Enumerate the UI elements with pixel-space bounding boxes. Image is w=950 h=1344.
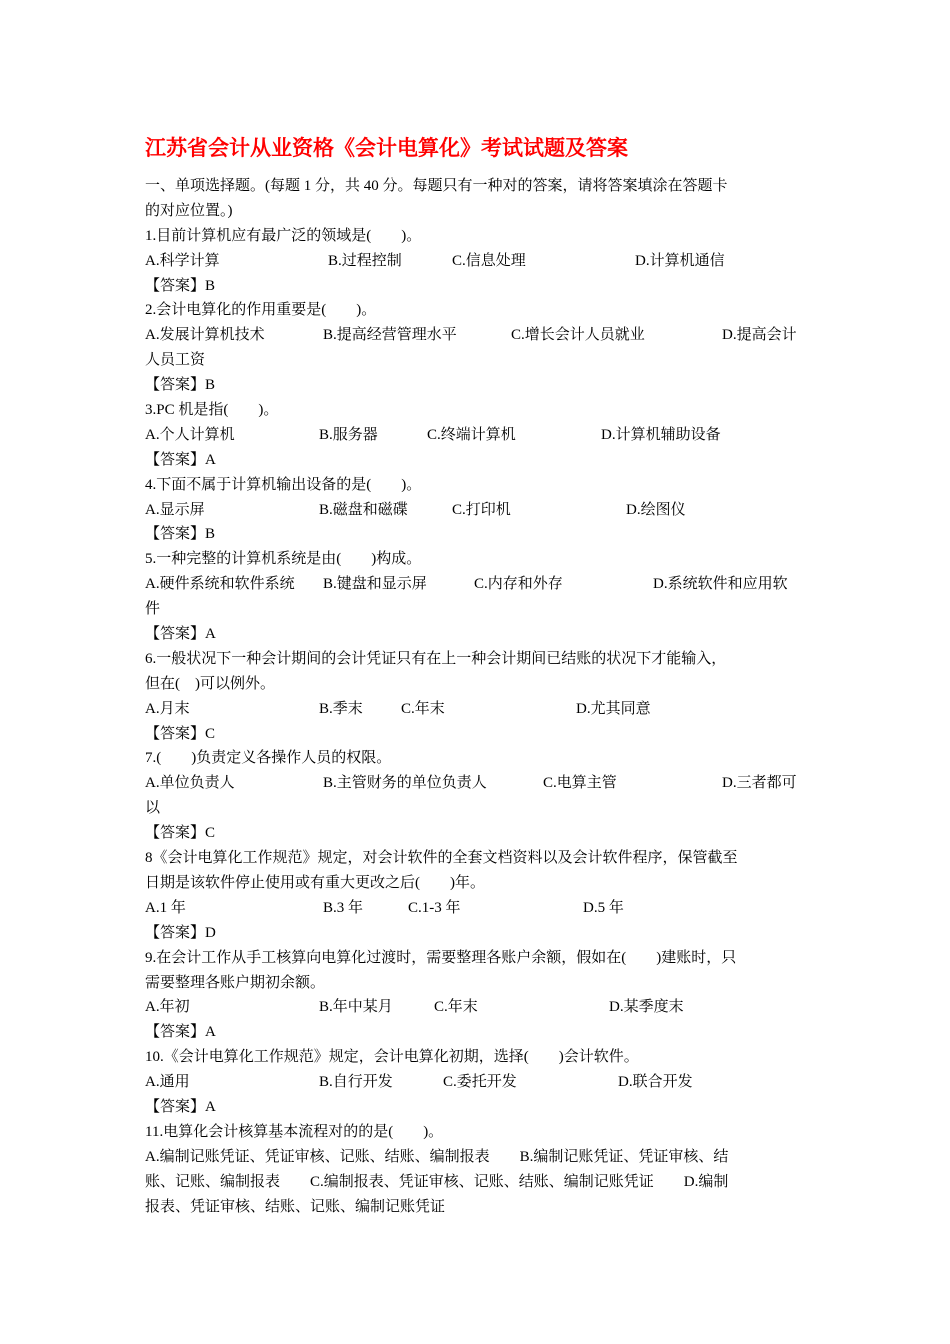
option-c: C.信息处理 [452, 252, 526, 269]
question-stem: 2.会计电算化的作用重要是( )。 [145, 302, 377, 319]
option-row [145, 771, 807, 796]
option-d: D.某季度末 [609, 999, 684, 1016]
option-b: B.自行开发 [319, 1074, 393, 1091]
option-continuation: 人员工资 [145, 352, 206, 369]
document-body [145, 174, 807, 1219]
option-row [145, 423, 807, 448]
question-stem: 11.电算化会计核算基本流程对的的是( )。 [145, 1123, 444, 1140]
option-d: D.系统软件和应用软 [653, 576, 788, 593]
option-wrapped-line: A.编制记账凭证、凭证审核、记账、结账、编制报表 B.编制记账凭证、凭证审核、结 [145, 1148, 729, 1165]
option-a: A.硬件系统和软件系统 [145, 576, 295, 593]
question-stem-continuation: 但在( )可以例外。 [145, 675, 275, 692]
answer-label: 【答案】C [145, 725, 216, 742]
option-c: C.电算主管 [543, 775, 617, 792]
question-stem-continuation: 需要整理各账户期初余额。 [145, 974, 326, 991]
answer-label: 【答案】B [145, 526, 216, 543]
answer-label: 【答案】C [145, 825, 216, 842]
question-stem: 4.下面不属于计算机输出设备的是( )。 [145, 476, 422, 493]
option-c: C.1-3 年 [408, 899, 461, 916]
section-intro-line: 一、单项选择题。(每题 1 分，共 40 分。每题只有一种对的答案，请将答案填涂在答题卡 [145, 178, 728, 194]
option-b: B.年中某月 [319, 999, 393, 1016]
option-d: D.计算机辅助设备 [601, 426, 721, 443]
option-d: D.三者都可 [722, 775, 797, 792]
option-b: B.磁盘和磁碟 [319, 501, 408, 518]
option-row [145, 249, 807, 274]
option-c: C.委托开发 [443, 1074, 517, 1091]
option-b: B.3 年 [323, 899, 364, 916]
answer-label: 【答案】B [145, 277, 216, 294]
option-c: C.终端计算机 [427, 426, 516, 443]
option-wrapped-line: 账、记账、编制报表 C.编制报表、凭证审核、记账、结账、编制记账凭证 D.编制 [145, 1173, 729, 1190]
answer-label: 【答案】A [145, 626, 216, 643]
option-c: C.内存和外存 [474, 576, 563, 593]
question-stem: 3.PC 机是指( )。 [145, 402, 279, 419]
option-row [145, 572, 807, 597]
option-a: A.1 年 [145, 899, 186, 916]
option-a: A.显示屏 [145, 501, 205, 518]
option-row [145, 323, 807, 348]
option-a: A.月末 [145, 700, 190, 717]
option-b: B.服务器 [319, 426, 378, 443]
option-b: B.过程控制 [328, 252, 402, 269]
option-a: A.通用 [145, 1074, 190, 1091]
question-stem: 1.目前计算机应有最广泛的领域是( )。 [145, 227, 422, 244]
question-stem: 10.《会计电算化工作规范》规定，会计电算化初期，选择( )会计软件。 [145, 1049, 639, 1066]
option-d: D.绘图仪 [626, 501, 686, 518]
option-row [145, 498, 807, 523]
option-a: A.年初 [145, 999, 190, 1016]
option-d: D.联合开发 [618, 1074, 693, 1091]
option-c: C.打印机 [452, 501, 511, 518]
option-a: A.个人计算机 [145, 426, 235, 443]
option-a: A.发展计算机技术 [145, 327, 265, 344]
answer-label: 【答案】D [145, 924, 216, 941]
option-row [145, 697, 807, 722]
option-continuation: 以 [145, 800, 161, 817]
option-d: D.提高会计 [722, 327, 797, 344]
option-d: D.计算机通信 [635, 252, 725, 269]
question-stem: 6.一般状况下一种会计期间的会计凭证只有在上一种会计期间已结账的状况下才能输入， [145, 650, 727, 667]
option-b: B.主管财务的单位负责人 [323, 775, 487, 792]
option-a: A.单位负责人 [145, 775, 235, 792]
option-c: C.年末 [434, 999, 478, 1016]
answer-label: 【答案】A [145, 1024, 216, 1041]
option-wrapped-line: 报表、凭证审核、结账、记账、编制记账凭证 [145, 1198, 446, 1215]
question-stem: 9.在会计工作从手工核算向电算化过渡时，需要整理各账户余额，假如在( )建账时，只 [145, 949, 737, 966]
question-stem-continuation: 日期是该软件停止使用或有重大更改之后( )年。 [145, 874, 485, 891]
option-c: C.年末 [401, 700, 445, 717]
option-b: B.季末 [319, 700, 363, 717]
question-stem: 5.一种完整的计算机系统是由( )构成。 [145, 551, 422, 568]
option-b: B.键盘和显示屏 [323, 576, 427, 593]
question-stem: 7.( )负责定义各操作人员的权限。 [145, 750, 392, 767]
document-title: 江苏省会计从业资格《会计电算化》考试试题及答案 [145, 135, 628, 160]
question-stem: 8《会计电算化工作规范》规定，对会计软件的全套文档资料以及会计软件程序，保管截至 [145, 850, 738, 867]
answer-label: 【答案】A [145, 1098, 216, 1115]
option-d: D.5 年 [583, 899, 624, 916]
option-b: B.提高经营管理水平 [323, 327, 457, 344]
option-row [145, 896, 807, 921]
option-continuation: 件 [145, 601, 161, 618]
option-row [145, 1070, 807, 1095]
option-a: A.科学计算 [145, 252, 220, 269]
section-intro-line: 的对应位置。) [145, 202, 233, 219]
option-row [145, 995, 807, 1020]
answer-label: 【答案】B [145, 377, 216, 394]
option-d: D.尤其同意 [576, 700, 651, 717]
answer-label: 【答案】A [145, 451, 216, 468]
option-c: C.增长会计人员就业 [511, 327, 645, 344]
